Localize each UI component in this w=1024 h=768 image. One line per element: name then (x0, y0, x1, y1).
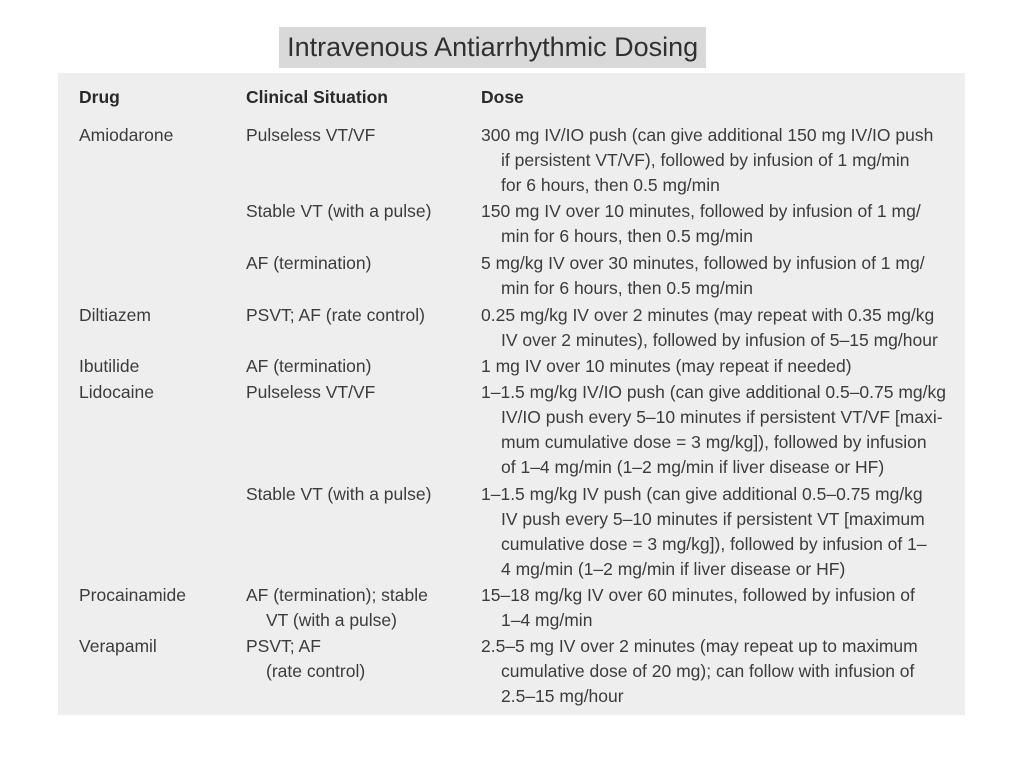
clinical-situation (246, 199, 431, 224)
dose-line: 2.5–5 mg IV over 2 minutes (may repeat up to maximum (481, 636, 918, 656)
situation-line: PSVT; AF (246, 636, 321, 656)
dose-line: min for 6 hours, then 0.5 mg/min (501, 226, 753, 246)
dose-text (481, 123, 933, 198)
clinical-situation (246, 583, 428, 633)
clinical-situation (246, 251, 371, 276)
situation-line: Stable VT (with a pulse) (246, 484, 432, 504)
dose-text (481, 303, 938, 353)
dose-line: 1 mg IV over 10 minutes (may repeat if needed) (481, 356, 852, 376)
clinical-situation (246, 354, 371, 379)
drug-name: Diltiazem (79, 305, 151, 325)
drug-name: Procainamide (79, 585, 186, 605)
clinical-situation (246, 482, 431, 507)
drug-name: Amiodarone (79, 125, 174, 145)
situation-line: Pulseless VT/VF (246, 125, 376, 145)
dose-line: for 6 hours, then 0.5 mg/min (501, 175, 720, 195)
dose-line: 150 mg IV over 10 minutes, followed by infusion of 1 mg/ (481, 201, 921, 221)
situation-line: AF (termination) (246, 356, 372, 376)
dose-line: 1–1.5 mg/kg IV/IO push (can give additional 0.5–0.75 mg/kg (481, 382, 947, 402)
dose-line: cumulative dose = 3 mg/kg]), followed by infusion of 1– (501, 534, 927, 554)
dose-text (481, 634, 918, 709)
clinical-situation (246, 123, 375, 148)
dose-line: 5 mg/kg IV over 30 minutes, followed by infusion of 1 mg/ (481, 253, 925, 273)
dose-text (481, 354, 852, 379)
situation-line: Pulseless VT/VF (246, 382, 376, 402)
situation-line: Stable VT (with a pulse) (246, 201, 432, 221)
dose-text (481, 482, 927, 582)
dose-line: 1–4 mg/min (501, 610, 593, 630)
situation-line: AF (termination); stable (246, 585, 428, 605)
clinical-situation (246, 303, 425, 328)
situation-line: AF (termination) (246, 253, 372, 273)
situation-line: PSVT; AF (rate control) (246, 305, 425, 325)
header-dose: Dose (481, 87, 524, 107)
situation-line: VT (with a pulse) (266, 610, 397, 630)
dose-line: IV push every 5–10 minutes if persistent VT [maximum (501, 509, 925, 529)
situation-line: (rate control) (266, 661, 366, 681)
dose-line: of 1–4 mg/min (1–2 mg/min if liver disease or HF) (501, 457, 885, 477)
dose-line: min for 6 hours, then 0.5 mg/min (501, 278, 753, 298)
clinical-situation (246, 380, 375, 405)
dose-line: if persistent VT/VF), followed by infusion of 1 mg/min (501, 150, 910, 170)
dose-line: 1–1.5 mg/kg IV push (can give additional 0.5–0.75 mg/kg (481, 484, 923, 504)
dose-line: 300 mg IV/IO push (can give additional 150 mg IV/IO push (481, 125, 934, 145)
dose-text (481, 380, 946, 480)
dose-line: 4 mg/min (1–2 mg/min if liver disease or HF) (501, 559, 846, 579)
dose-line: 15–18 mg/kg IV over 60 minutes, followed by infusion of (481, 585, 915, 605)
drug-name: Ibutilide (79, 356, 140, 376)
dose-text (481, 583, 915, 633)
clinical-situation (246, 634, 365, 684)
dose-line: mum cumulative dose = 3 mg/kg]), followed by infusion (501, 432, 927, 452)
dosing-table (58, 73, 965, 715)
dose-text (481, 251, 925, 301)
drug-name: Verapamil (79, 636, 157, 656)
dose-line: cumulative dose of 20 mg); can follow with infusion of (501, 661, 915, 681)
page-title (279, 27, 706, 68)
header-clinical-situation: Clinical Situation (246, 87, 388, 107)
page-title-text: Intravenous Antiarrhythmic Dosing (286, 32, 698, 62)
dose-line: IV/IO push every 5–10 minutes if persistent VT/VF [maxi- (501, 407, 943, 427)
dose-line: 0.25 mg/kg IV over 2 minutes (may repeat with 0.35 mg/kg (481, 305, 935, 325)
dose-text (481, 199, 921, 249)
drug-name: Lidocaine (79, 382, 154, 402)
dose-line: 2.5–15 mg/hour (501, 686, 624, 706)
dose-line: IV over 2 minutes), followed by infusion of 5–15 mg/hour (501, 330, 938, 350)
header-drug: Drug (79, 87, 120, 107)
